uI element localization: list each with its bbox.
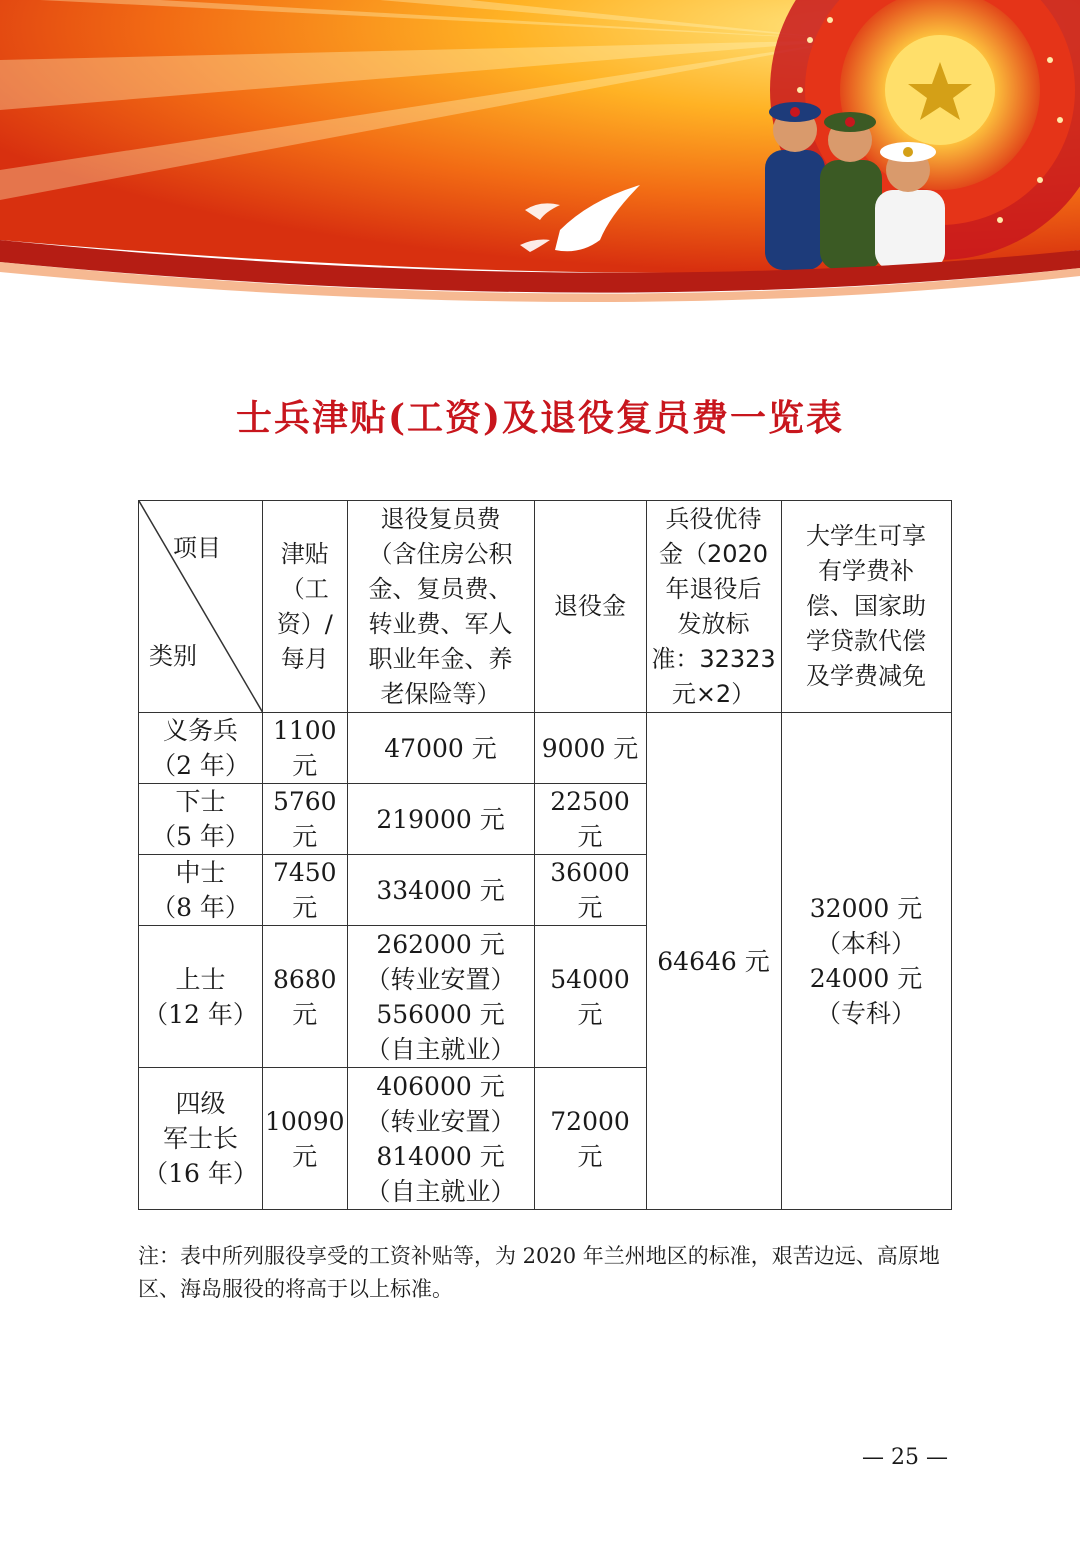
header-preferential: 兵役优待 金（2020 年退役后 发放标 准：32323 元×2） [646,501,781,713]
banner-art [0,0,1080,310]
header-item-label: 项目 [173,534,221,562]
row-allowance: 7450 元 [263,855,348,926]
page-number: — 25 — [862,1445,948,1470]
row-retirement: 22500 元 [534,784,646,855]
row-category: 中士 （8 年） [139,855,263,926]
row-category: 四级 军士长 （16 年） [139,1068,263,1210]
row-demob-fee: 406000 元 （转业安置） 814000 元 （自主就业） [347,1068,534,1210]
table-footnote: 注：表中所列服役享受的工资补贴等，为 2020 年兰州地区的标准，艰苦边远、高原地区、海岛服役的将高于以上标准。 [138,1244,940,1301]
row-allowance: 10090 元 [263,1068,348,1210]
row-demob-fee: 219000 元 [347,784,534,855]
row-category: 下士 （5 年） [139,784,263,855]
student-value: 32000 元 （本科） 24000 元 （专科） [781,713,951,1210]
header-banner [0,0,1080,310]
page-title: 士兵津贴(工资)及退役复员费一览表 [235,397,845,439]
row-demob-fee: 47000 元 [347,713,534,784]
row-retirement: 54000 元 [534,926,646,1068]
allowance-table [138,500,952,1210]
row-allowance: 1100 元 [263,713,348,784]
table-header-row [139,501,952,713]
row-allowance: 8680 元 [263,926,348,1068]
header-retirement: 退役金 [534,501,646,713]
row-demob-fee: 334000 元 [347,855,534,926]
header-demob-fee: 退役复员费 （含住房公积 金、复员费、 转业费、军人 职业年金、养 老保险等） [347,501,534,713]
preferential-value: 64646 元 [646,713,781,1210]
header-allowance: 津贴 （工 资）/ 每月 [263,501,348,713]
row-demob-fee: 262000 元 （转业安置） 556000 元 （自主就业） [347,926,534,1068]
row-category: 上士 （12 年） [139,926,263,1068]
header-student: 大学生可享 有学费补 偿、国家助 学贷款代偿 及学费减免 [781,501,951,713]
row-retirement: 9000 元 [534,713,646,784]
row-retirement: 72000 元 [534,1068,646,1210]
header-category-label: 类别 [149,642,197,670]
row-retirement: 36000 元 [534,855,646,926]
header-diagonal-cell [139,501,263,713]
row-allowance: 5760 元 [263,784,348,855]
table-row [139,713,952,784]
row-category: 义务兵 （2 年） [139,713,263,784]
